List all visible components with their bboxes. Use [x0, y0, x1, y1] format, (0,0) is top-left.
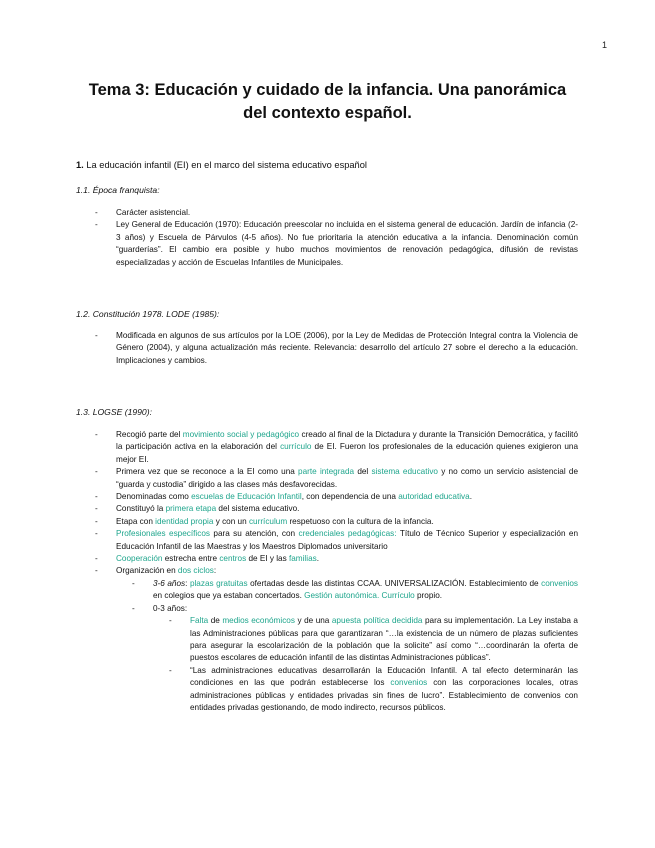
- text-run: respetuoso con la cultura de la infancia.: [287, 516, 434, 526]
- text-run: 0-3 años:: [153, 603, 188, 613]
- text-run: Organización en: [116, 566, 178, 576]
- highlight-term: apuesta política decidida: [331, 616, 423, 626]
- list-item-text: Carácter asistencial.: [116, 208, 191, 217]
- highlight-term: currículo: [280, 442, 312, 452]
- list-item: [169, 615, 578, 665]
- text-run: de: [208, 616, 223, 626]
- list-item: [95, 491, 578, 503]
- text-run: Recogió parte del: [116, 430, 183, 439]
- highlight-term: convenios: [541, 578, 578, 588]
- bullet-dash: -: [95, 467, 98, 477]
- highlight-term: Profesionales específicos: [116, 529, 210, 539]
- section-heading-1: [76, 160, 367, 170]
- list-item-text: Modificada en algunos de sus artículos por la LOE (2006), por la Ley de Medidas de Protección Integral contra la Violencia de Género (2004), y alguna actualización más reciente. Relevancia: desarrollo del artículo 27 sobre el derecho a la educación. Implicaciones y cambios.: [116, 331, 578, 365]
- list-item: [95, 553, 578, 565]
- list-item: [95, 207, 578, 219]
- highlight-term: identidad propia: [155, 516, 214, 526]
- bullet-dash: -: [95, 566, 98, 576]
- highlight-term: Falta: [190, 616, 209, 626]
- highlight-term: familias: [288, 554, 317, 564]
- text-run: y no como un servicio asistencial de “guarda y custodia” dirigido a las clases más desfavorecidas.: [116, 467, 579, 489]
- text-run: de EI. Fueron los profesionales de la educación quienes exigieron una mejor EI.: [116, 442, 579, 464]
- list-item: [95, 503, 578, 515]
- bullet-list-1-1: [95, 207, 578, 269]
- bullet-dash: -: [95, 492, 98, 502]
- bullet-dash: -: [95, 430, 98, 439]
- highlight-term: plazas gratuitas: [189, 578, 248, 588]
- list-item: [95, 565, 579, 714]
- bullet-list-1-3: [95, 429, 579, 714]
- list-item: [95, 466, 579, 491]
- title-line-1: Tema 3: Educación y cuidado de la infancia. Una panorámica: [88, 81, 567, 99]
- page-title: [60, 79, 595, 125]
- text-run: , con dependencia de una: [301, 492, 399, 502]
- text-run: :: [213, 566, 217, 576]
- highlight-term: convenios: [390, 678, 428, 688]
- text-run: Constituyó la: [116, 504, 166, 514]
- list-item: [95, 330, 578, 367]
- list-item: [95, 429, 579, 466]
- page-number: 1: [601, 40, 607, 50]
- bullet-dash: -: [95, 208, 98, 217]
- list-item-text: Ley General de Educación (1970): Educación preescolar no incluida en el sistema general de educación. Jardín de infancia (2-3 años) y Escuela de Párvulos (4-5 años). No fue prioritaria la atención educativa a la infancia. Denominación común “guarderías”. El cambio era posible y hubo muchos movimientos de renovación pedagógica, difusión de revistas especializadas y acción de Escuelas Infantiles de Municipales.: [116, 220, 578, 267]
- highlight-term: Cooperación: [116, 554, 163, 564]
- highlight-term: centros: [219, 554, 247, 564]
- section-number: 1.: [76, 160, 84, 170]
- bullet-dash: -: [95, 220, 98, 230]
- subheading-logse: 1.3. LOGSE (1990):: [76, 407, 152, 417]
- bullet-list-1-2: [95, 330, 578, 367]
- text-run: Denominadas como: [116, 492, 192, 502]
- text-run: .: [469, 492, 472, 502]
- subheading-epoca-franquista: 1.1. Época franquista:: [76, 185, 160, 195]
- text-run: creado al final de la Dictadura y durante la Transición Democrática, y facilitó la participación activa en la elaboración del: [116, 430, 578, 452]
- nested-list-ciclos: [116, 578, 578, 714]
- text-run: Etapa con: [116, 516, 156, 526]
- bullet-dash: -: [169, 665, 172, 675]
- list-item: [95, 219, 578, 269]
- text-run: para su atención, con: [209, 529, 299, 539]
- bullet-dash: -: [95, 516, 98, 526]
- bullet-dash: -: [95, 554, 98, 564]
- text-run: para su implementación. La Ley instaba a las Administraciones públicas para que garantizaran “…la existencia de un número de plazas suficientes para asegurar la escolarización de la población que la solicite” así como “…coordinarán la oferta de puestos escolares de educación infantil de las distintas Administraciones públicas”.: [190, 616, 578, 663]
- text-run: Primera vez que se reconoce a la EI como una: [116, 467, 299, 477]
- text-run: 3-6 años: [153, 578, 186, 588]
- highlight-term: parte integrada: [298, 467, 355, 477]
- highlight-term: autoridad educativa: [398, 492, 470, 502]
- highlight-term: medios económicos: [222, 616, 295, 626]
- text-run: del: [354, 467, 372, 477]
- bullet-dash: -: [95, 331, 98, 340]
- text-run: Título de Técnico Superior y especialización en Educación Infantil de las Maestras y los Maestros Diplomados universitario: [116, 529, 579, 551]
- highlight-term: currículum: [248, 516, 288, 526]
- list-item: [132, 603, 579, 715]
- section-title: La educación infantil (EI) en el marco del sistema educativo español: [83, 160, 367, 170]
- list-item: [132, 578, 578, 603]
- subheading-constitucion-lode: 1.2. Constitución 1978. LODE (1985):: [76, 309, 220, 319]
- text-run: de EI y las: [246, 554, 289, 564]
- text-run: ofertadas desde las distintas CCAA. UNIVERSALIZACIÓN. Establecimiento de: [247, 578, 542, 588]
- highlight-term: Gestión autonómica. Currículo: [304, 591, 415, 601]
- bullet-dash: -: [95, 504, 98, 514]
- nested-list-0-3: [153, 615, 578, 714]
- text-run: propio.: [414, 591, 443, 601]
- text-run: estrecha entre: [162, 554, 220, 564]
- text-run: del sistema educativo.: [216, 504, 300, 514]
- highlight-term: dos ciclos: [177, 566, 214, 576]
- list-item: [169, 665, 579, 715]
- bullet-dash: -: [95, 529, 98, 539]
- highlight-term: movimiento social y pedagógico: [182, 430, 300, 439]
- list-item: [95, 528, 579, 553]
- bullet-dash: -: [169, 616, 172, 626]
- bullet-dash: -: [132, 578, 135, 588]
- highlight-term: sistema educativo: [371, 467, 438, 477]
- text-run: con las corporaciones locales, otras administraciones públicas y entidades privadas sin fines de lucro”. Establecimiento de convenios con entidades privadas gestionando, de modo indirecto, recursos públicos.: [190, 678, 579, 712]
- text-run: :: [185, 578, 190, 588]
- text-run: y con un: [213, 516, 249, 526]
- list-item: [95, 516, 578, 528]
- highlight-term: escuelas de Educación Infantil: [191, 492, 302, 502]
- highlight-term: primera etapa: [165, 504, 217, 514]
- text-run: .: [316, 554, 320, 564]
- text-run: en colegios que ya estaban concertados.: [153, 591, 305, 601]
- highlight-term: credenciales pedagógicas:: [298, 529, 397, 539]
- text-run: “Las administraciones educativas desarrollarán la Educación Infantil. A tal efecto determinarán las condiciones en las que podrán establecerse los: [190, 665, 578, 688]
- text-run: y de una: [294, 616, 332, 626]
- bullet-dash: -: [132, 603, 135, 613]
- title-line-2: del contexto español.: [243, 104, 412, 122]
